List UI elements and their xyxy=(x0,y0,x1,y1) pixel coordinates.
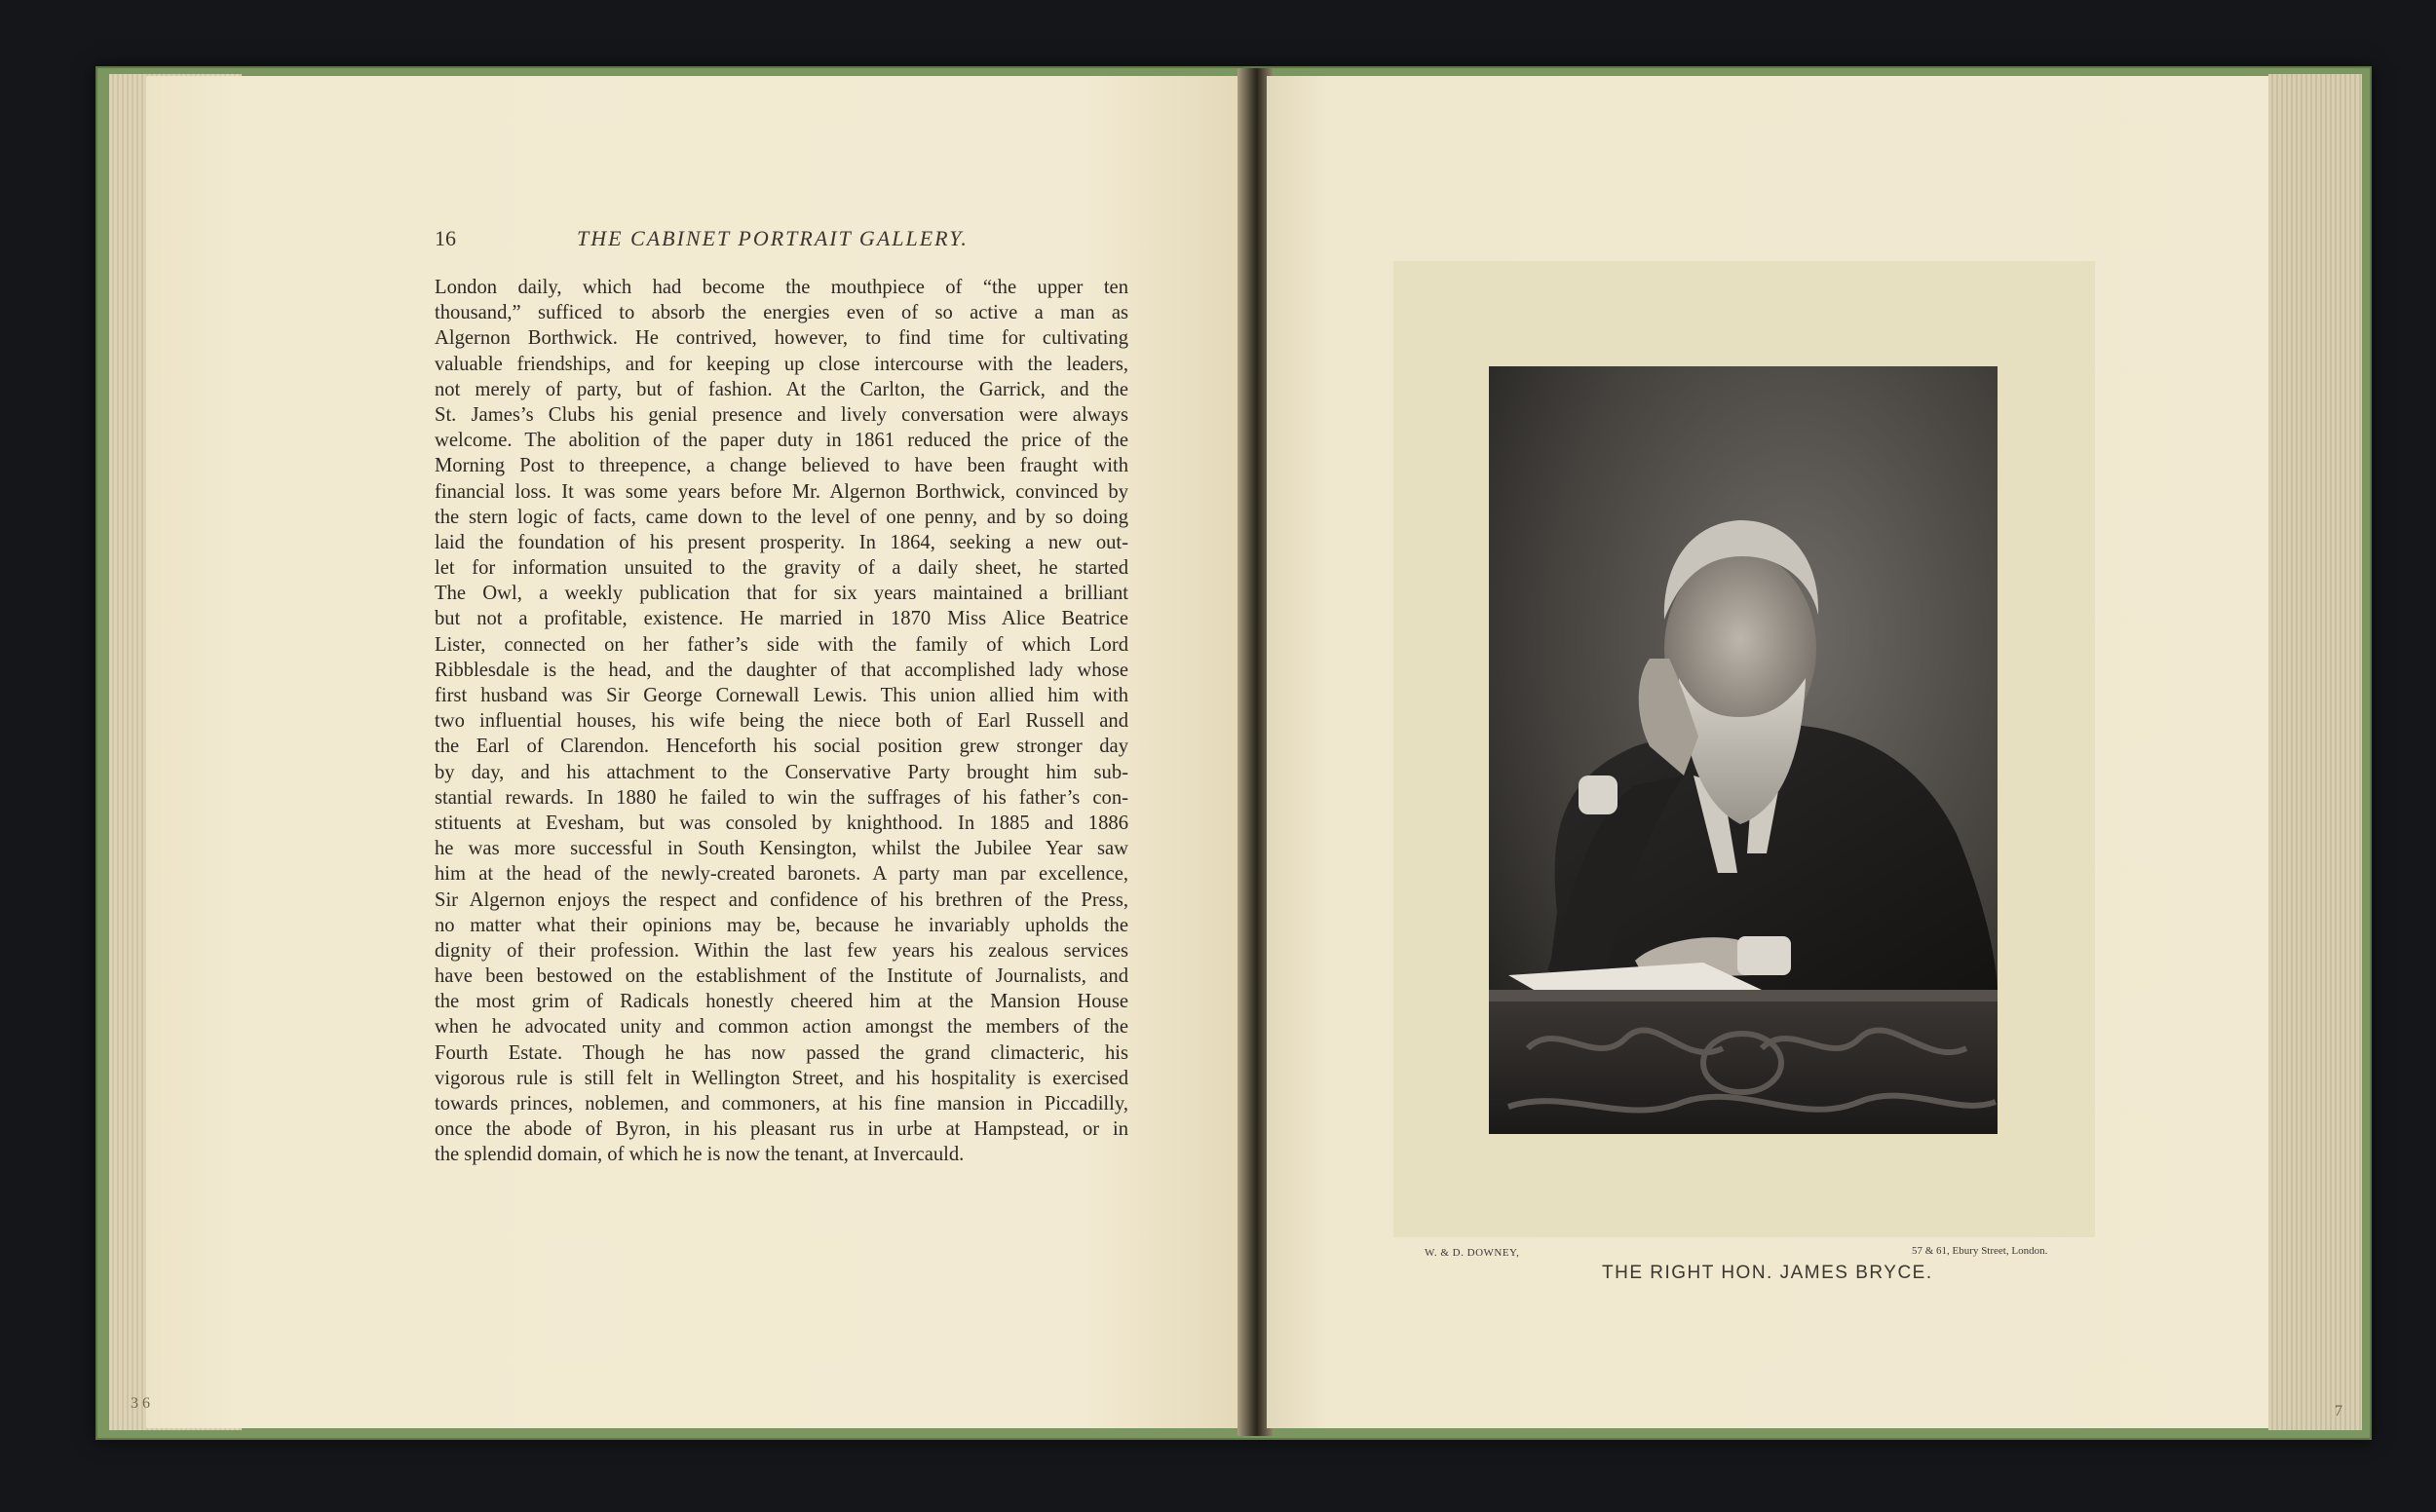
text-line: The Owl, a weekly publication that for six years maintained a brilliant xyxy=(435,583,1128,605)
text-line: Morning Post to threepence, a change believed to have been fraught with xyxy=(435,455,1128,477)
photographer-credit: W. & D. DOWNEY, xyxy=(1425,1247,1520,1259)
left-edge-number: 3 6 xyxy=(131,1395,150,1412)
text-line: financial loss. It was some years before Mr. Algernon Borthwick, convinced by xyxy=(435,480,1128,503)
text-line: once the abode of Byron, in his pleasant rus in urbe at Hampstead, or in xyxy=(435,1118,1128,1141)
text-line: two influential houses, his wife being the niece both of Earl Russell and xyxy=(435,710,1128,733)
text-line: the most grim of Radicals honestly cheered him at the Mansion House xyxy=(435,991,1128,1013)
text-line: the Earl of Clarendon. Henceforth his social position grew stronger day xyxy=(435,736,1128,758)
text-line: the splendid domain, of which he is now the tenant, at Invercauld. xyxy=(435,1144,965,1166)
text-line: Fourth Estate. Though he has now passed the grand climacteric, his xyxy=(435,1041,1128,1064)
text-line: the stern logic of facts, came down to the level of one penny, and by so doing xyxy=(435,506,1128,528)
text-line: valuable friendships, and for keeping up close intercourse with the leaders, xyxy=(435,353,1128,375)
text-line: St. James’s Clubs his genial presence and lively conversation were always xyxy=(435,403,1128,426)
text-line: Lister, connected on her father’s side with the family of which Lord xyxy=(435,633,1128,656)
text-line: him at the head of the newly-created baronets. A party man par excellence, xyxy=(435,863,1128,886)
text-line: Sir Algernon enjoys the respect and confidence of his brethren of the Press, xyxy=(435,888,1128,911)
portrait-photograph xyxy=(1489,366,1998,1134)
text-line: welcome. The abolition of the paper duty in 1861 reduced the price of the xyxy=(435,430,1128,452)
article-text xyxy=(435,275,1128,1168)
text-line: Ribblesdale is the head, and the daughter of that accomplished lady whose xyxy=(435,659,1128,681)
right-page-edges xyxy=(2268,74,2362,1430)
running-head xyxy=(435,226,1128,255)
text-line: laid the foundation of his present prosperity. In 1864, seeking a new out- xyxy=(435,531,1128,553)
text-line: he was more successful in South Kensington, whilst the Jubilee Year saw xyxy=(435,838,1128,860)
text-line: when he advocated unity and common action amongst the members of the xyxy=(435,1016,1128,1039)
text-line: vigorous rule is still felt in Wellington Street, and his hospitality is exercised xyxy=(435,1067,1128,1089)
text-line: first husband was Sir George Cornewall Lewis. This union allied him with xyxy=(435,685,1128,706)
text-line: towards princes, noblemen, and commoners, at his fine mansion in Piccadilly, xyxy=(435,1093,1128,1115)
text-line: by day, and his attachment to the Conservative Party brought him sub- xyxy=(435,761,1128,783)
text-line: let for information unsuited to the gravity of a daily sheet, he started xyxy=(435,557,1128,580)
portrait-caption: THE RIGHT HON. JAMES BRYCE. xyxy=(1602,1263,1933,1283)
right-edge-number: 7 xyxy=(2335,1403,2342,1419)
text-line: no matter what their opinions may be, because he invariably upholds the xyxy=(435,914,1128,936)
text-line: stituents at Evesham, but was consoled by knighthood. In 1885 and 1886 xyxy=(435,812,1128,834)
text-line: Algernon Borthwick. He contrived, however, to find time for cultivating xyxy=(435,327,1128,350)
text-line: but not a profitable, existence. He married in 1870 Miss Alice Beatrice xyxy=(435,608,1128,630)
text-line: dignity of their profession. Within the last few years his zealous services xyxy=(435,939,1128,962)
text-line: have been bestowed on the establishment of the Institute of Journalists, and xyxy=(435,965,1128,988)
page-number: 16 xyxy=(435,226,456,250)
text-line: stantial rewards. In 1880 he failed to win the suffrages of his father’s con- xyxy=(435,786,1128,809)
text-line: thousand,” sufficed to absorb the energies even of so active a man as xyxy=(435,302,1128,324)
photographer-address: 57 & 61, Ebury Street, London. xyxy=(1912,1245,2048,1257)
text-line: London daily, which had become the mouthpiece of “the upper ten xyxy=(435,277,1128,298)
running-title: THE CABINET PORTRAIT GALLERY. xyxy=(577,226,969,250)
text-line: not merely of party, but of fashion. At the Carlton, the Garrick, and the xyxy=(435,378,1128,400)
